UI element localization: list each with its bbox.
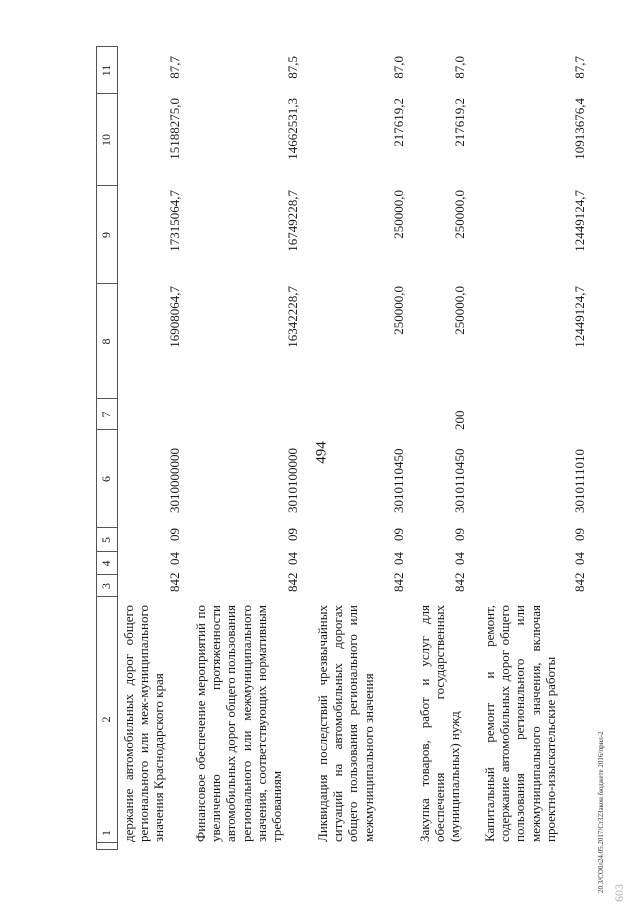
row-executed-amount: 15188275,0 bbox=[167, 98, 182, 160]
footer-file-path-text: 20.3/СО0л24.05.2017/СтЗ2Закон бюджете 2016/прил-2 bbox=[597, 731, 605, 893]
row-approved-amount: 12449124,7 bbox=[572, 286, 587, 348]
row-section: 04 bbox=[167, 552, 182, 565]
row-description: держание автомобильных дорог общего регионального или меж-муниципального значения Краснодарского края bbox=[121, 605, 167, 842]
row-ministry-code: 842 bbox=[452, 572, 467, 592]
header-col-11: 11 bbox=[99, 64, 113, 77]
header-col-7: 7 bbox=[99, 411, 113, 418]
row-target-article: 3010110450 bbox=[452, 448, 467, 513]
row-refined-amount: 250000,0 bbox=[452, 190, 467, 239]
row-percent: 87,0 bbox=[391, 56, 406, 79]
row-approved-amount: 250000,0 bbox=[452, 286, 467, 335]
row-refined-amount: 17315064,7 bbox=[167, 190, 182, 252]
header-col-8: 8 bbox=[99, 338, 113, 345]
row-section: 04 bbox=[572, 552, 587, 565]
row-description: Ликвидация последствий чрезвычайных ситуаций на автомобильных дорогах общего пользования регионального или межмуниципального значения bbox=[315, 605, 376, 842]
row-target-article: 3010100000 bbox=[285, 448, 300, 513]
row-ministry-code: 842 bbox=[285, 572, 300, 592]
row-approved-amount: 16908064,7 bbox=[167, 286, 182, 348]
row-subsection: 09 bbox=[167, 528, 182, 541]
table-top-border bbox=[96, 46, 97, 850]
budget-table bbox=[96, 46, 621, 850]
row-subsection: 09 bbox=[452, 528, 467, 541]
page-number-text: 494 bbox=[313, 441, 330, 464]
row-description: Финансовое обеспечение мероприятий по увеличению протяженности автомобильных дорог общего пользования регионального или межмуниципального значения, соответствующих нормативным требованиям bbox=[193, 605, 285, 842]
header-col-4: 4 bbox=[99, 560, 113, 567]
row-subsection: 09 bbox=[572, 528, 587, 541]
row-subsection: 09 bbox=[285, 528, 300, 541]
row-target-article: 3010000000 bbox=[167, 448, 182, 513]
row-percent: 87,0 bbox=[452, 56, 467, 79]
row-executed-amount: 217619,2 bbox=[391, 98, 406, 147]
row-ministry-code: 842 bbox=[572, 572, 587, 592]
row-percent: 87,7 bbox=[167, 56, 182, 79]
header-divider bbox=[96, 849, 118, 850]
row-target-article: 3010110450 bbox=[391, 448, 406, 513]
row-section: 04 bbox=[285, 552, 300, 565]
header-col-10: 10 bbox=[99, 134, 113, 146]
row-refined-amount: 12449124,7 bbox=[572, 190, 587, 252]
row-description: Закупка товаров, работ и услуг для обеспечения государственных (муниципальных) нужд bbox=[417, 605, 463, 842]
corner-page-mark-text: 603 bbox=[612, 884, 626, 902]
row-ministry-code: 842 bbox=[391, 572, 406, 592]
row-subsection: 09 bbox=[391, 528, 406, 541]
row-description: Капитальный ремонт и ремонт, содержание автомобильных дорог общего пользования регионального или межмуниципального значения, включая проектно-изыскательские работы bbox=[482, 605, 558, 842]
row-refined-amount: 250000,0 bbox=[391, 190, 406, 239]
row-percent: 87,7 bbox=[572, 56, 587, 79]
row-executed-amount: 10913676,4 bbox=[572, 98, 587, 160]
row-section: 04 bbox=[452, 552, 467, 565]
row-ministry-code: 842 bbox=[167, 572, 182, 592]
row-percent: 87,5 bbox=[285, 56, 300, 79]
header-col-5: 5 bbox=[99, 537, 113, 543]
row-executed-amount: 14662531,3 bbox=[285, 98, 300, 160]
row-approved-amount: 250000,0 bbox=[391, 286, 406, 335]
header-col-1: 1 bbox=[99, 830, 113, 836]
header-col-6: 6 bbox=[99, 476, 113, 482]
row-refined-amount: 16749228,7 bbox=[285, 190, 300, 252]
header-col-3: 3 bbox=[99, 583, 113, 589]
row-target-article: 3010111010 bbox=[572, 448, 587, 513]
row-executed-amount: 217619,2 bbox=[452, 98, 467, 147]
row-expense-type: 200 bbox=[452, 410, 467, 430]
row-section: 04 bbox=[391, 552, 406, 565]
header-col-9: 9 bbox=[99, 232, 113, 238]
header-col-2: 2 bbox=[99, 716, 113, 723]
row-approved-amount: 16342228,7 bbox=[285, 286, 300, 348]
header-bottom-border bbox=[117, 46, 118, 850]
